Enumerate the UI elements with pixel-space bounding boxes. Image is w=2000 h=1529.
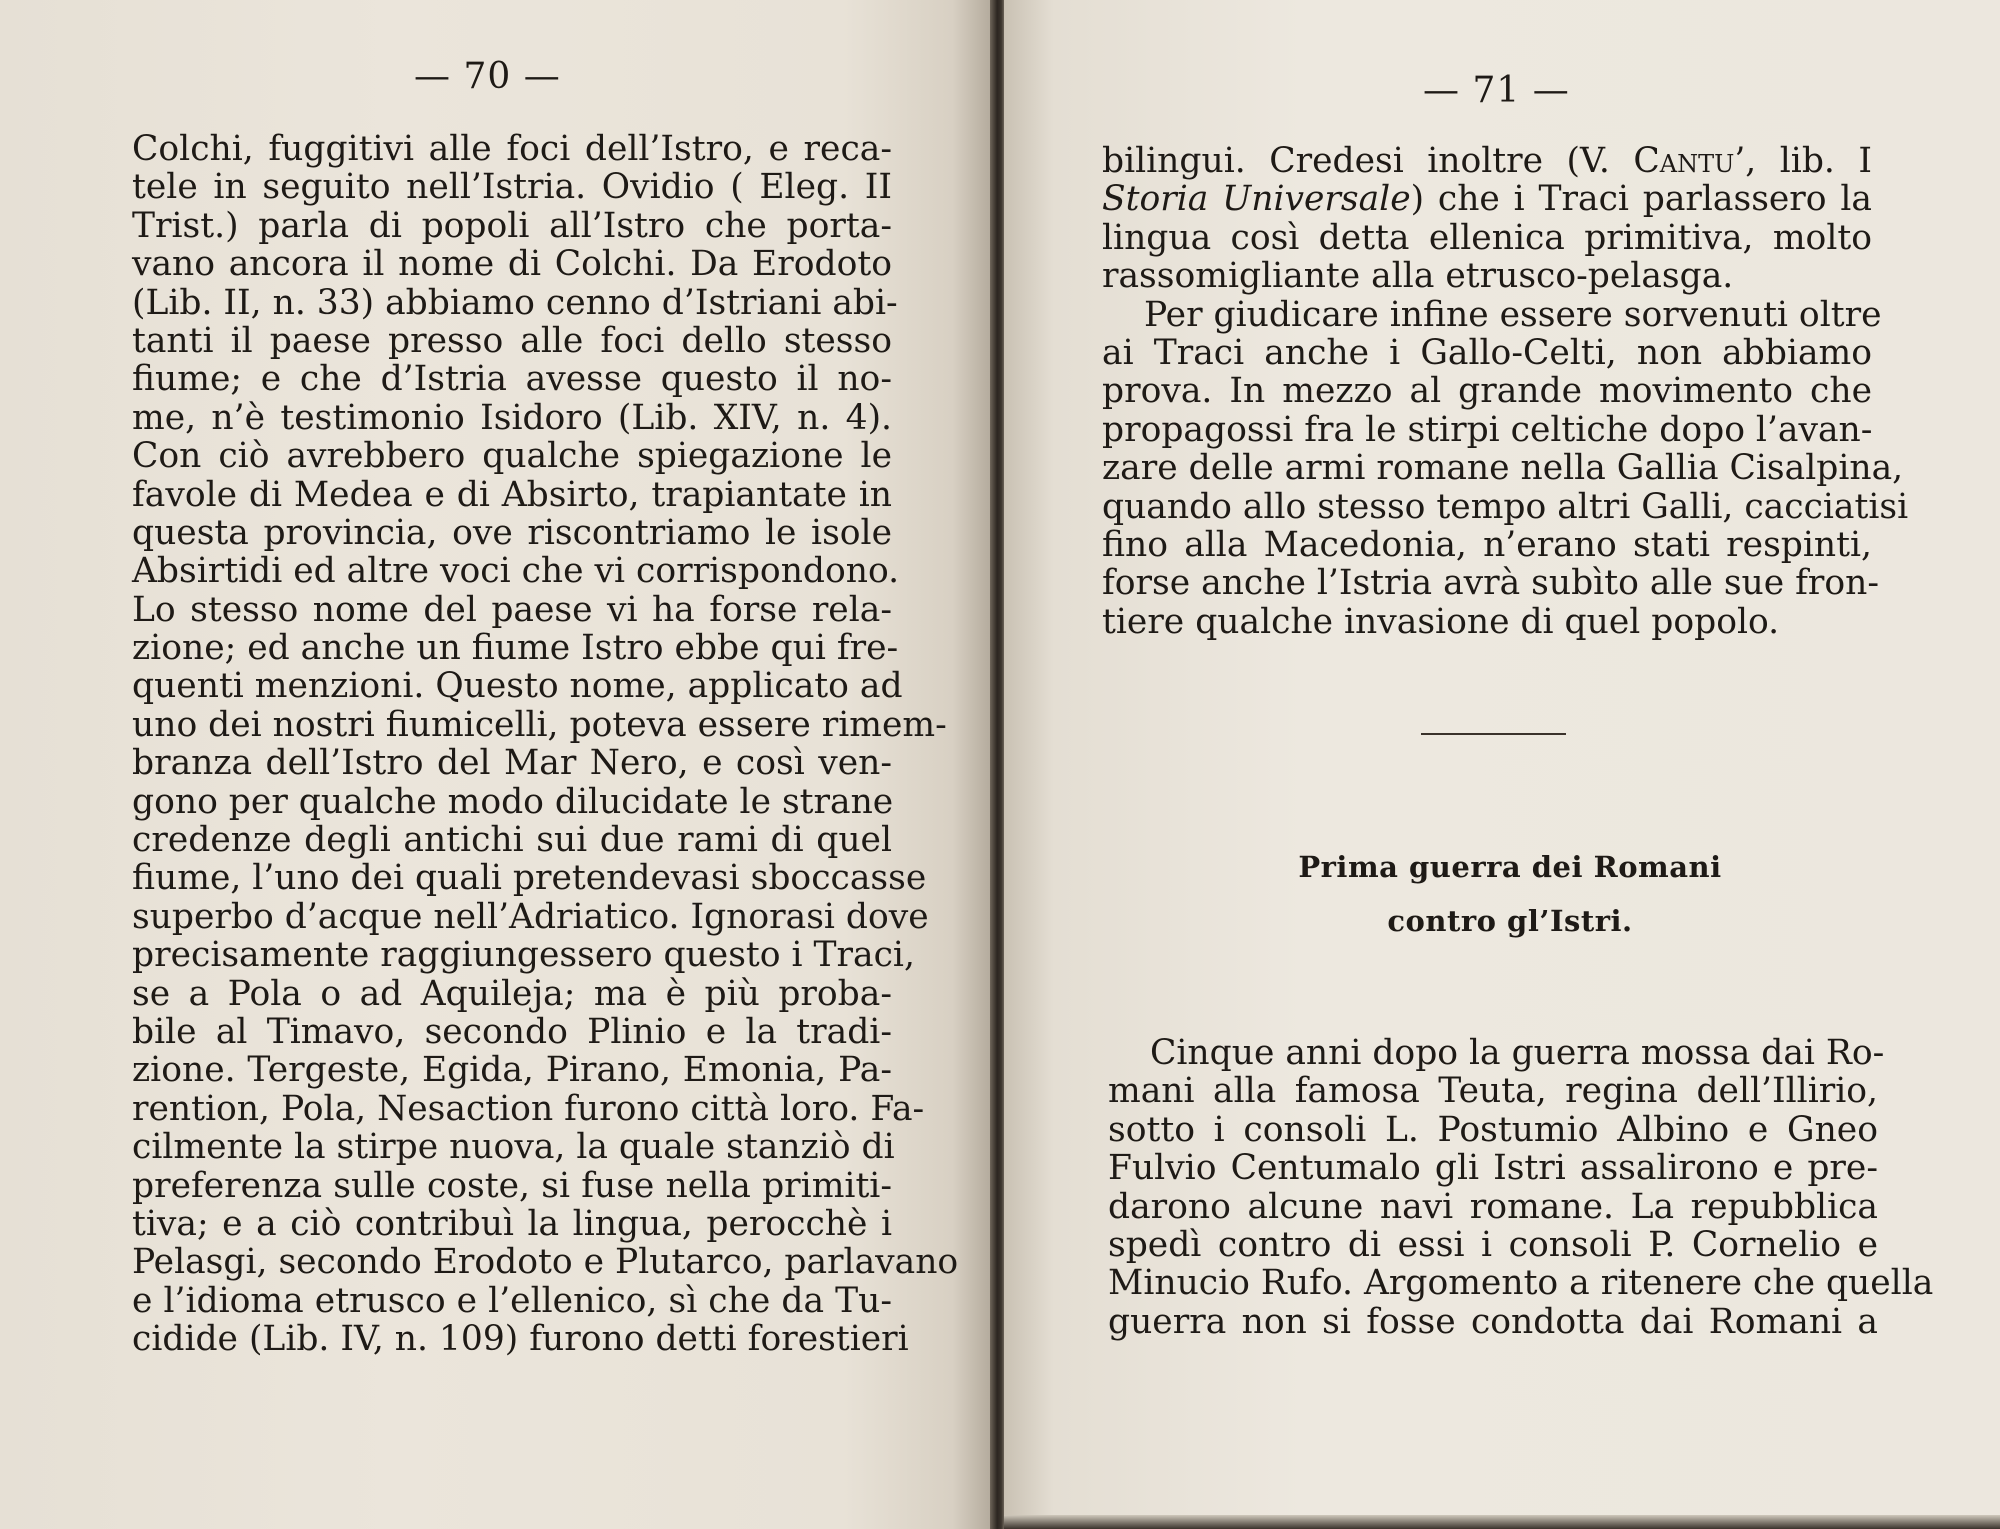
text-line: sotto i consoli L. Postumio Albino e Gneo (1108, 1109, 1878, 1150)
section-title-line-1: Prima guerra dei Romani (1298, 850, 1722, 884)
text-line: prova. In mezzo al grande movimento che (1102, 371, 1872, 412)
text-span: , lib. I (1745, 141, 1872, 181)
text-line: questa provincia, ove riscontriamo le isole (132, 512, 892, 553)
text-line: Trist.) parla di popoli all’Istro che porta- (132, 205, 892, 246)
text-line: zare delle armi romane nella Gallia Cisalpina, (1102, 448, 1904, 489)
text-line (1102, 180, 1872, 218)
author-name: Cantu’ (1633, 141, 1746, 181)
text-line: zione. Tergeste, Egida, Pirano, Emonia, Pa- (132, 1050, 892, 1091)
text-line: e l’idioma etrusco e l’ellenico, sì che da Tu- (132, 1280, 892, 1321)
text-line: darono alcune navi romane. La repubblica (1108, 1186, 1878, 1227)
text-span: bilingui. Credesi inoltre (V. (1102, 141, 1634, 181)
text-line: vano ancora il nome di Colchi. Da Erodoto (132, 244, 892, 285)
left-page (0, 0, 992, 1529)
text-line: forse anche l’Istria avrà subìto alle sue fron- (1102, 563, 1880, 604)
page-number-right: — 71 — (1423, 70, 1570, 111)
text-line: Con ciò avrebbero qualche spiegazione le (132, 436, 892, 477)
book-title: Storia Universale (1102, 179, 1411, 220)
text-line: superbo d’acque nell’Adriatico. Ignorasi dove (132, 896, 929, 937)
text-line: zione; ed anche un fiume Istro ebbe qui fre- (132, 628, 899, 669)
text-line: branza dell’Istro del Mar Nero, e così ven- (132, 743, 892, 784)
right-page-body-top (1102, 141, 1909, 642)
text-line: propagossi fra le stirpi celtiche dopo l’avan- (1102, 409, 1873, 450)
text-line: tiva; e a ciò contribuì la lingua, perocchè i (132, 1203, 892, 1244)
text-line: fiume, l’uno dei quali pretendevasi sboccasse (132, 858, 927, 899)
text-line: Absirtidi ed altre voci che vi corrispondono. (132, 551, 900, 592)
text-line: fiume; e che d’Istria avesse questo il no- (132, 359, 892, 400)
text-line: mani alla famosa Teuta, regina dell’Illirio, (1108, 1071, 1878, 1112)
text-line: fino alla Macedonia, n’erano stati respinti, (1102, 524, 1872, 565)
text-line: guerra non si fosse condotta dai Romani a (1108, 1301, 1878, 1342)
section-title-line-2: contro gl’Istri. (1387, 904, 1633, 938)
text-line: gono per qualche modo dilucidate le strane (132, 781, 894, 822)
text-line: lingua così detta ellenica primitiva, molto (1102, 217, 1872, 258)
text-span: ) che i Traci parlassero la (1410, 179, 1872, 220)
text-line: tiere qualche invasione di quel popolo. (1102, 601, 1780, 642)
text-line: Cinque anni dopo la guerra mossa dai Ro- (1150, 1033, 1885, 1073)
text-line: cidide (Lib. IV, n. 109) furono detti forestieri (132, 1319, 909, 1360)
text-line: cilmente la stirpe nuova, la quale stanziò di (132, 1127, 895, 1168)
text-line: ai Traci anche i Gallo-Celti, non abbiamo (1102, 332, 1872, 373)
text-line: favole di Medea e di Absirto, trapiantate in (132, 474, 892, 515)
right-page (1004, 0, 2000, 1529)
text-line: Lo stesso nome del paese vi ha forse rela- (132, 589, 892, 630)
text-line: quando allo stesso tempo altri Galli, cacciatisi (1102, 486, 1909, 527)
text-line: (Lib. II, n. 33) abbiamo cenno d’Istriani abi- (132, 282, 898, 323)
text-line: spedì contro di essi i consoli P. Cornelio e (1108, 1224, 1878, 1265)
text-line: preferenza sulle coste, si fuse nella primiti- (132, 1165, 892, 1206)
text-line: Fulvio Centumalo gli Istri assalirono e pre- (1108, 1148, 1878, 1189)
text-line: Per giudicare infine essere sorvenuti oltre (1144, 294, 1882, 335)
text-line: se a Pola o ad Aquileja; ma è più proba- (132, 973, 892, 1014)
text-line: Colchi, fuggitivi alle foci dell’Istro, e reca- (132, 129, 892, 169)
text-line (1102, 142, 1872, 180)
text-line: Minucio Rufo. Argomento a ritenere che quella (1108, 1263, 1934, 1304)
text-line: me, n’è testimonio Isidoro (Lib. XIV, n. 4). (132, 397, 892, 438)
text-line: precisamente raggiungessero questo i Traci, (132, 935, 915, 976)
text-line: uno dei nostri fiumicelli, poteva essere rimem- (132, 704, 947, 745)
page-edge-shadow (1004, 1515, 2000, 1529)
page-number-left: — 70 — (414, 56, 561, 97)
right-page-body-bottom (1108, 1033, 1934, 1342)
text-line: tanti il paese presso alle foci dello stesso (132, 320, 892, 361)
left-page-body (132, 129, 959, 1360)
text-line: quenti menzioni. Questo nome, applicato ad (132, 666, 903, 707)
text-line: credenze degli antichi sui due rami di quel (132, 820, 892, 861)
text-line: rention, Pola, Nesaction furono città loro. Fa- (132, 1088, 925, 1129)
right-top-lines (1102, 217, 1909, 642)
section-divider (1421, 733, 1566, 735)
text-line: Pelasgi, secondo Erodoto e Plutarco, parlavano (132, 1242, 959, 1283)
text-line: rassomigliante alla etrusco-pelasga. (1102, 256, 1734, 297)
text-line: tele in seguito nell’Istria. Ovidio ( Eleg. II (132, 167, 892, 208)
text-line: bile al Timavo, secondo Plinio e la tradi- (132, 1011, 892, 1052)
